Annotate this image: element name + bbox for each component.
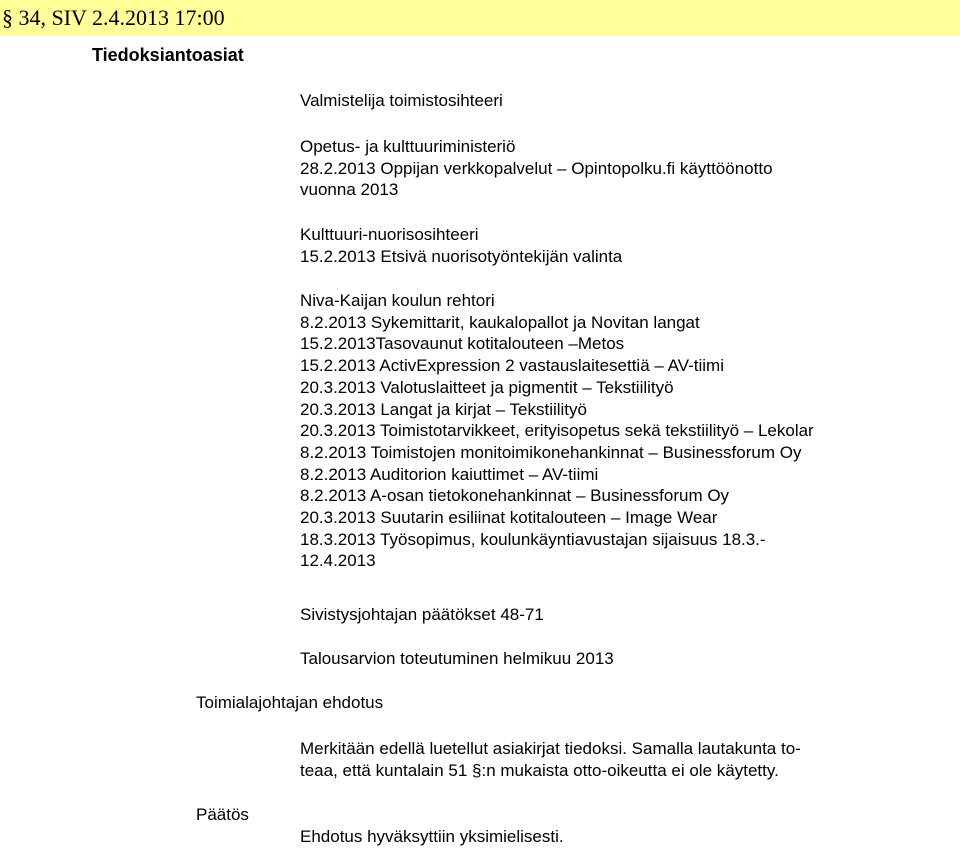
proposal-line: teaa, että kuntalain 51 §:n mukaista otto-oikeutta ei ole käytetty. bbox=[300, 760, 779, 780]
principal-line: 8.2.2013 Sykemittarit, kaukalopallot ja Novitan langat bbox=[300, 312, 700, 332]
page-title: Tiedoksiantoasiat bbox=[92, 45, 244, 65]
ministry-block bbox=[300, 136, 773, 201]
principal-line: 20.3.2013 Valotuslaitteet ja pigmentit – Tekstiilityö bbox=[300, 377, 674, 397]
budget-line: Talousarvion toteutuminen helmikuu 2013 bbox=[300, 649, 614, 668]
principal-line: 15.2.2013 ActivExpression 2 vastauslaitesettiä – AV-tiimi bbox=[300, 356, 724, 376]
principal-line: 20.3.2013 Toimistotarvikkeet, erityisopetus sekä tekstiilityö – Lekolar bbox=[300, 421, 814, 441]
principal-title: Niva-Kaijan koulun rehtori bbox=[300, 291, 495, 310]
section-heading: § 34, SIV 2.4.2013 17:00 bbox=[2, 5, 225, 30]
preparer-line: Valmistelija toimistosihteeri bbox=[300, 91, 503, 110]
ministry-title: Opetus- ja kulttuuriministeriö bbox=[300, 137, 516, 156]
principal-line: 15.2.2013Tasovaunut kotitalouteen –Metos bbox=[300, 334, 625, 354]
youth-secretary-line: 15.2.2013 Etsivä nuorisotyöntekijän valinta bbox=[300, 246, 623, 266]
principal-line: 18.3.2013 Työsopimus, koulunkäyntiavustajan sijaisuus 18.3.- bbox=[300, 529, 766, 549]
director-decisions-line: Sivistysjohtajan päätökset 48-71 bbox=[300, 605, 544, 624]
principal-line: 8.2.2013 Toimistojen monitoimikonehankinnat – Businessforum Oy bbox=[300, 442, 802, 462]
principal-line: 8.2.2013 A-osan tietokonehankinnat – Businessforum Oy bbox=[300, 486, 730, 506]
youth-secretary-title: Kulttuuri-nuorisosihteeri bbox=[300, 225, 479, 244]
principal-line: 20.3.2013 Suutarin esiliinat kotitalouteen – Image Wear bbox=[300, 508, 718, 528]
youth-secretary-block bbox=[300, 224, 622, 267]
principal-line: 20.3.2013 Langat ja kirjat – Tekstiilityö bbox=[300, 399, 587, 419]
ministry-line: vuonna 2013 bbox=[300, 180, 399, 200]
proposal-text bbox=[300, 738, 801, 781]
decision-text: Ehdotus hyväksyttiin yksimielisesti. bbox=[300, 827, 564, 846]
principal-line: 8.2.2013 Auditorion kaiuttimet – AV-tiimi bbox=[300, 464, 599, 484]
proposal-line: Merkitään edellä luetellut asiakirjat tiedoksi. Samalla lautakunta to- bbox=[300, 739, 801, 758]
ministry-line: 28.2.2013 Oppijan verkkopalvelut – Opintopolku.fi käyttöönotto bbox=[300, 158, 773, 178]
principal-block bbox=[300, 290, 814, 572]
principal-line: 12.4.2013 bbox=[300, 551, 376, 571]
decision-label: Päätös bbox=[196, 805, 249, 824]
proposal-label: Toimialajohtajan ehdotus bbox=[196, 693, 384, 712]
